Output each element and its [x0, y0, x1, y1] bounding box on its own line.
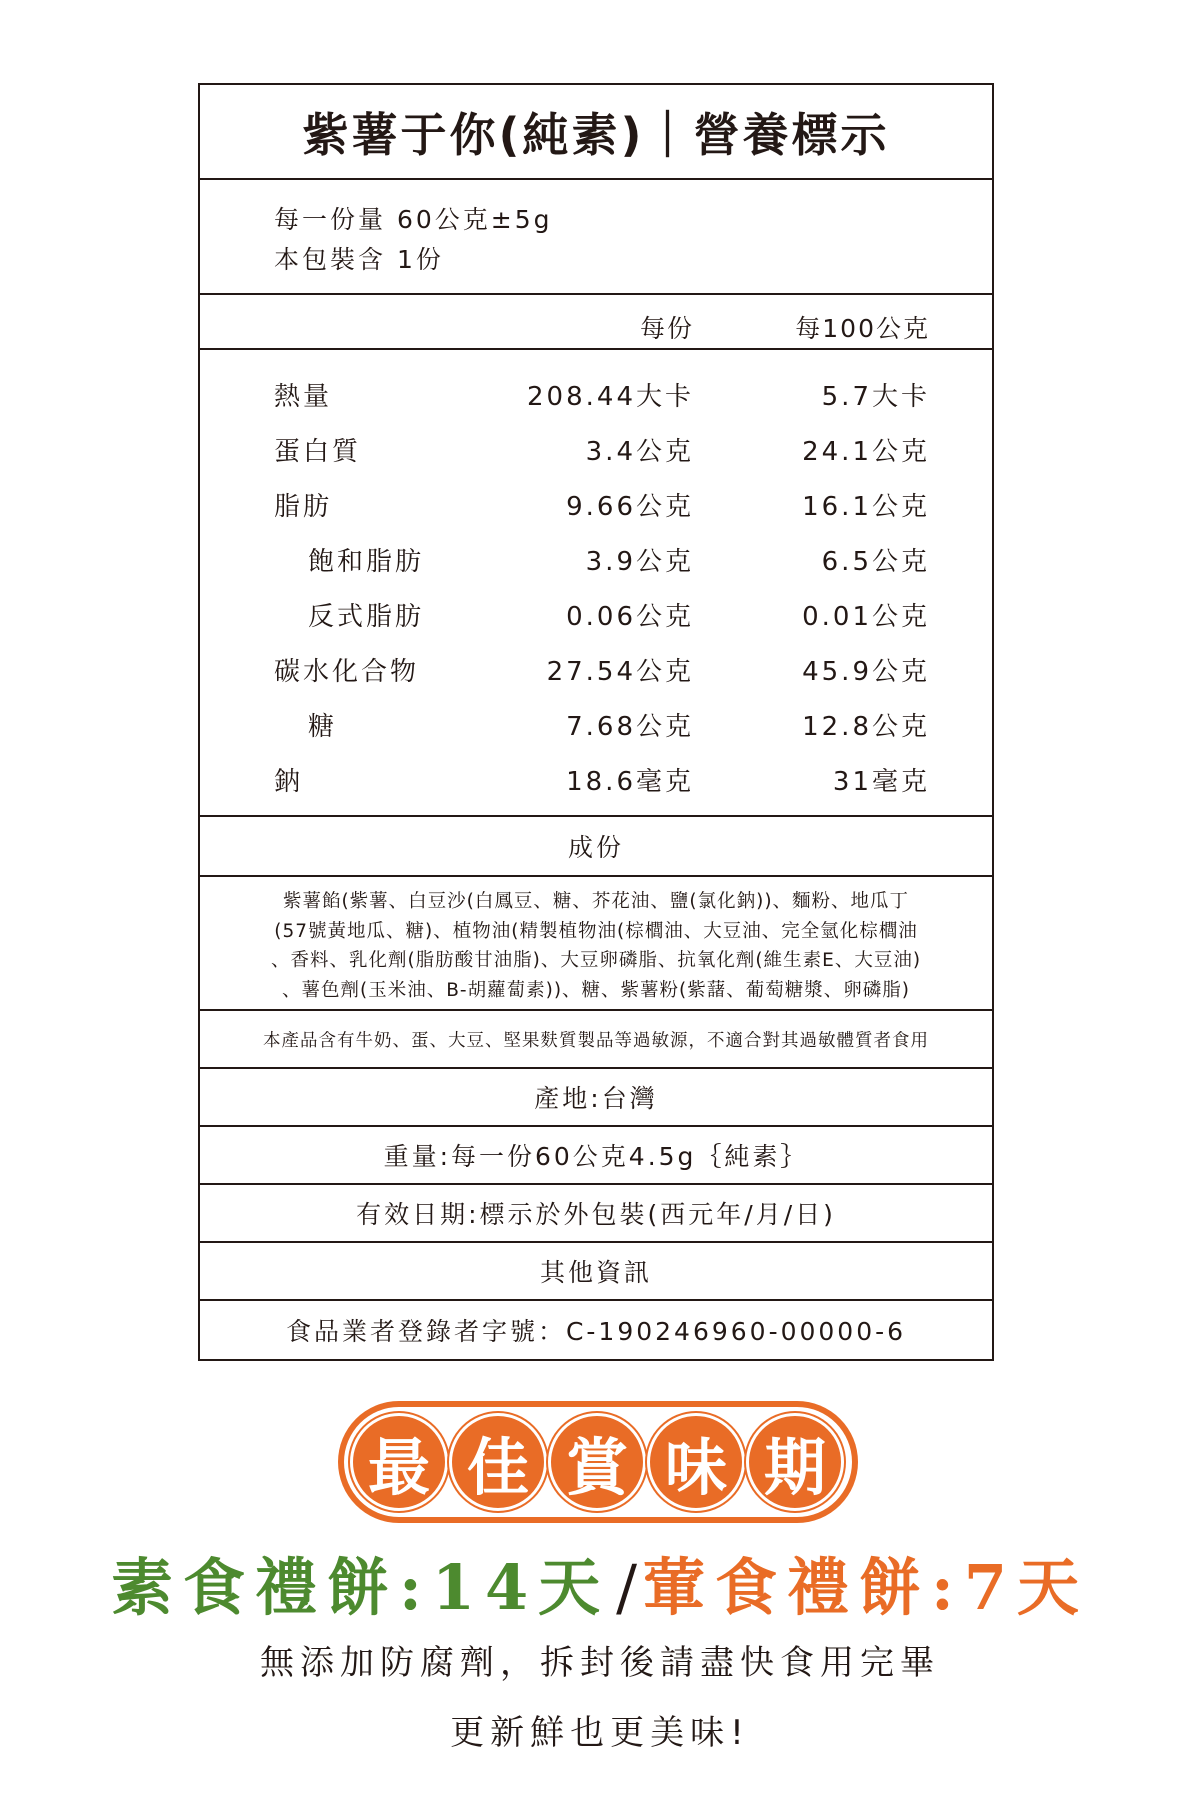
nutrient-row — [200, 486, 992, 526]
nutrient-name: 熱量 — [274, 382, 333, 412]
expiry-date: 有效日期:標示於外包裝(西元年/月/日) — [200, 1185, 992, 1243]
nonveg-shelf-life: 葷食禮餅:7天 — [643, 1551, 1090, 1624]
badge-char: 味 — [647, 1413, 745, 1511]
nutrient-per-100g: 0.01公克 — [802, 602, 930, 632]
nutrient-name: 蛋白質 — [274, 437, 362, 467]
nutrient-per-serving: 18.6毫克 — [566, 767, 694, 797]
nutrient-per-serving: 208.44大卡 — [527, 382, 694, 412]
servings-per-pack: 本包裝含 1份 — [274, 245, 444, 274]
nutrient-per-100g: 12.8公克 — [802, 712, 930, 742]
nutrient-row — [200, 541, 992, 581]
nutrient-per-100g: 45.9公克 — [802, 657, 930, 687]
label-title: 紫薯于你(純素)｜營養標示 — [200, 85, 992, 180]
nutrient-row — [200, 651, 992, 691]
nutrient-per-serving: 3.4公克 — [585, 437, 694, 467]
nutrient-row — [200, 431, 992, 471]
nutrient-name: 脂肪 — [274, 492, 333, 522]
nutrient-name: 糖 — [308, 712, 338, 742]
other-info-heading: 其他資訊 — [200, 1243, 992, 1301]
nutrient-per-serving: 7.68公克 — [566, 712, 694, 742]
registration-number: 食品業者登錄者字號：C-190246960-00000-6 — [285, 1317, 907, 1346]
vegan-shelf-life: 素食禮餅:14天 — [110, 1551, 611, 1624]
nutrient-per-100g: 5.7大卡 — [821, 382, 930, 412]
shelf-life — [0, 1538, 1200, 1628]
nutrient-per-100g: 6.5公克 — [821, 547, 930, 577]
origin: 產地:台灣 — [200, 1069, 992, 1127]
ingredients-heading: 成份 — [200, 817, 992, 877]
badge-char: 期 — [746, 1413, 844, 1511]
nutrient-name: 反式脂肪 — [308, 602, 425, 632]
column-per-serving: 每份 — [639, 314, 694, 343]
nutrient-row — [200, 761, 992, 801]
badge-char: 賞 — [548, 1413, 646, 1511]
column-header — [200, 295, 992, 350]
ingredients-line: 、香料、乳化劑(脂肪酸甘油脂)、大豆卵磷脂、抗氧化劑(維生素E、大豆油) — [270, 950, 922, 971]
ingredients-line: 紫薯餡(紫薯、白豆沙(白鳳豆、糖、芥花油、鹽(氯化鈉))、麵粉、地瓜丁 — [282, 891, 910, 912]
nutrient-per-serving: 27.54公克 — [546, 657, 694, 687]
nutrient-per-100g: 24.1公克 — [802, 437, 930, 467]
badge-char: 佳 — [449, 1413, 547, 1511]
ingredients-line: (57號黃地瓜、糖)、植物油(精製植物油(棕櫚油、大豆油、完全氫化棕櫚油 — [274, 920, 918, 942]
nutrient-per-serving: 3.9公克 — [585, 547, 694, 577]
badge-char: 最 — [350, 1413, 448, 1511]
nutrient-table — [200, 350, 992, 817]
nutrient-row — [200, 376, 992, 416]
nutrient-per-100g: 16.1公克 — [802, 492, 930, 522]
nutrition-label — [198, 83, 994, 1361]
weight: 重量:每一份60公克4.5g｛純素｝ — [200, 1127, 992, 1185]
preservative-note: 無添加防腐劑，拆封後請盡快食用完畢 — [260, 1643, 940, 1683]
nutrient-row — [200, 706, 992, 746]
ingredients-line: 、薯色劑(玉米油、B-胡蘿蔔素))、糖、紫薯粉(紫藷、葡萄糖漿、卵磷脂) — [282, 979, 910, 1001]
freshness-note: 更新鮮也更美味! — [450, 1713, 750, 1753]
ingredients-list — [200, 877, 992, 1011]
serving-info — [200, 180, 992, 295]
nutrient-per-serving: 0.06公克 — [566, 602, 694, 632]
best-before-badge — [338, 1401, 858, 1523]
serving-size: 每一份量 60公克±5g — [274, 205, 553, 234]
nutrient-name: 碳水化合物 — [274, 657, 420, 687]
shelf-life-separator: / — [616, 1551, 638, 1624]
allergen-warning: 本產品含有牛奶、蛋、大豆、堅果麩質製品等過敏源，不適合對其過敏體質者食用 — [200, 1011, 992, 1069]
nutrient-name: 鈉 — [274, 767, 304, 797]
nutrient-per-serving: 9.66公克 — [566, 492, 694, 522]
nutrient-name: 飽和脂肪 — [308, 547, 425, 577]
nutrient-row — [200, 596, 992, 636]
nutrient-per-100g: 31毫克 — [832, 767, 930, 797]
column-per-100g: 每100公克 — [795, 314, 930, 343]
